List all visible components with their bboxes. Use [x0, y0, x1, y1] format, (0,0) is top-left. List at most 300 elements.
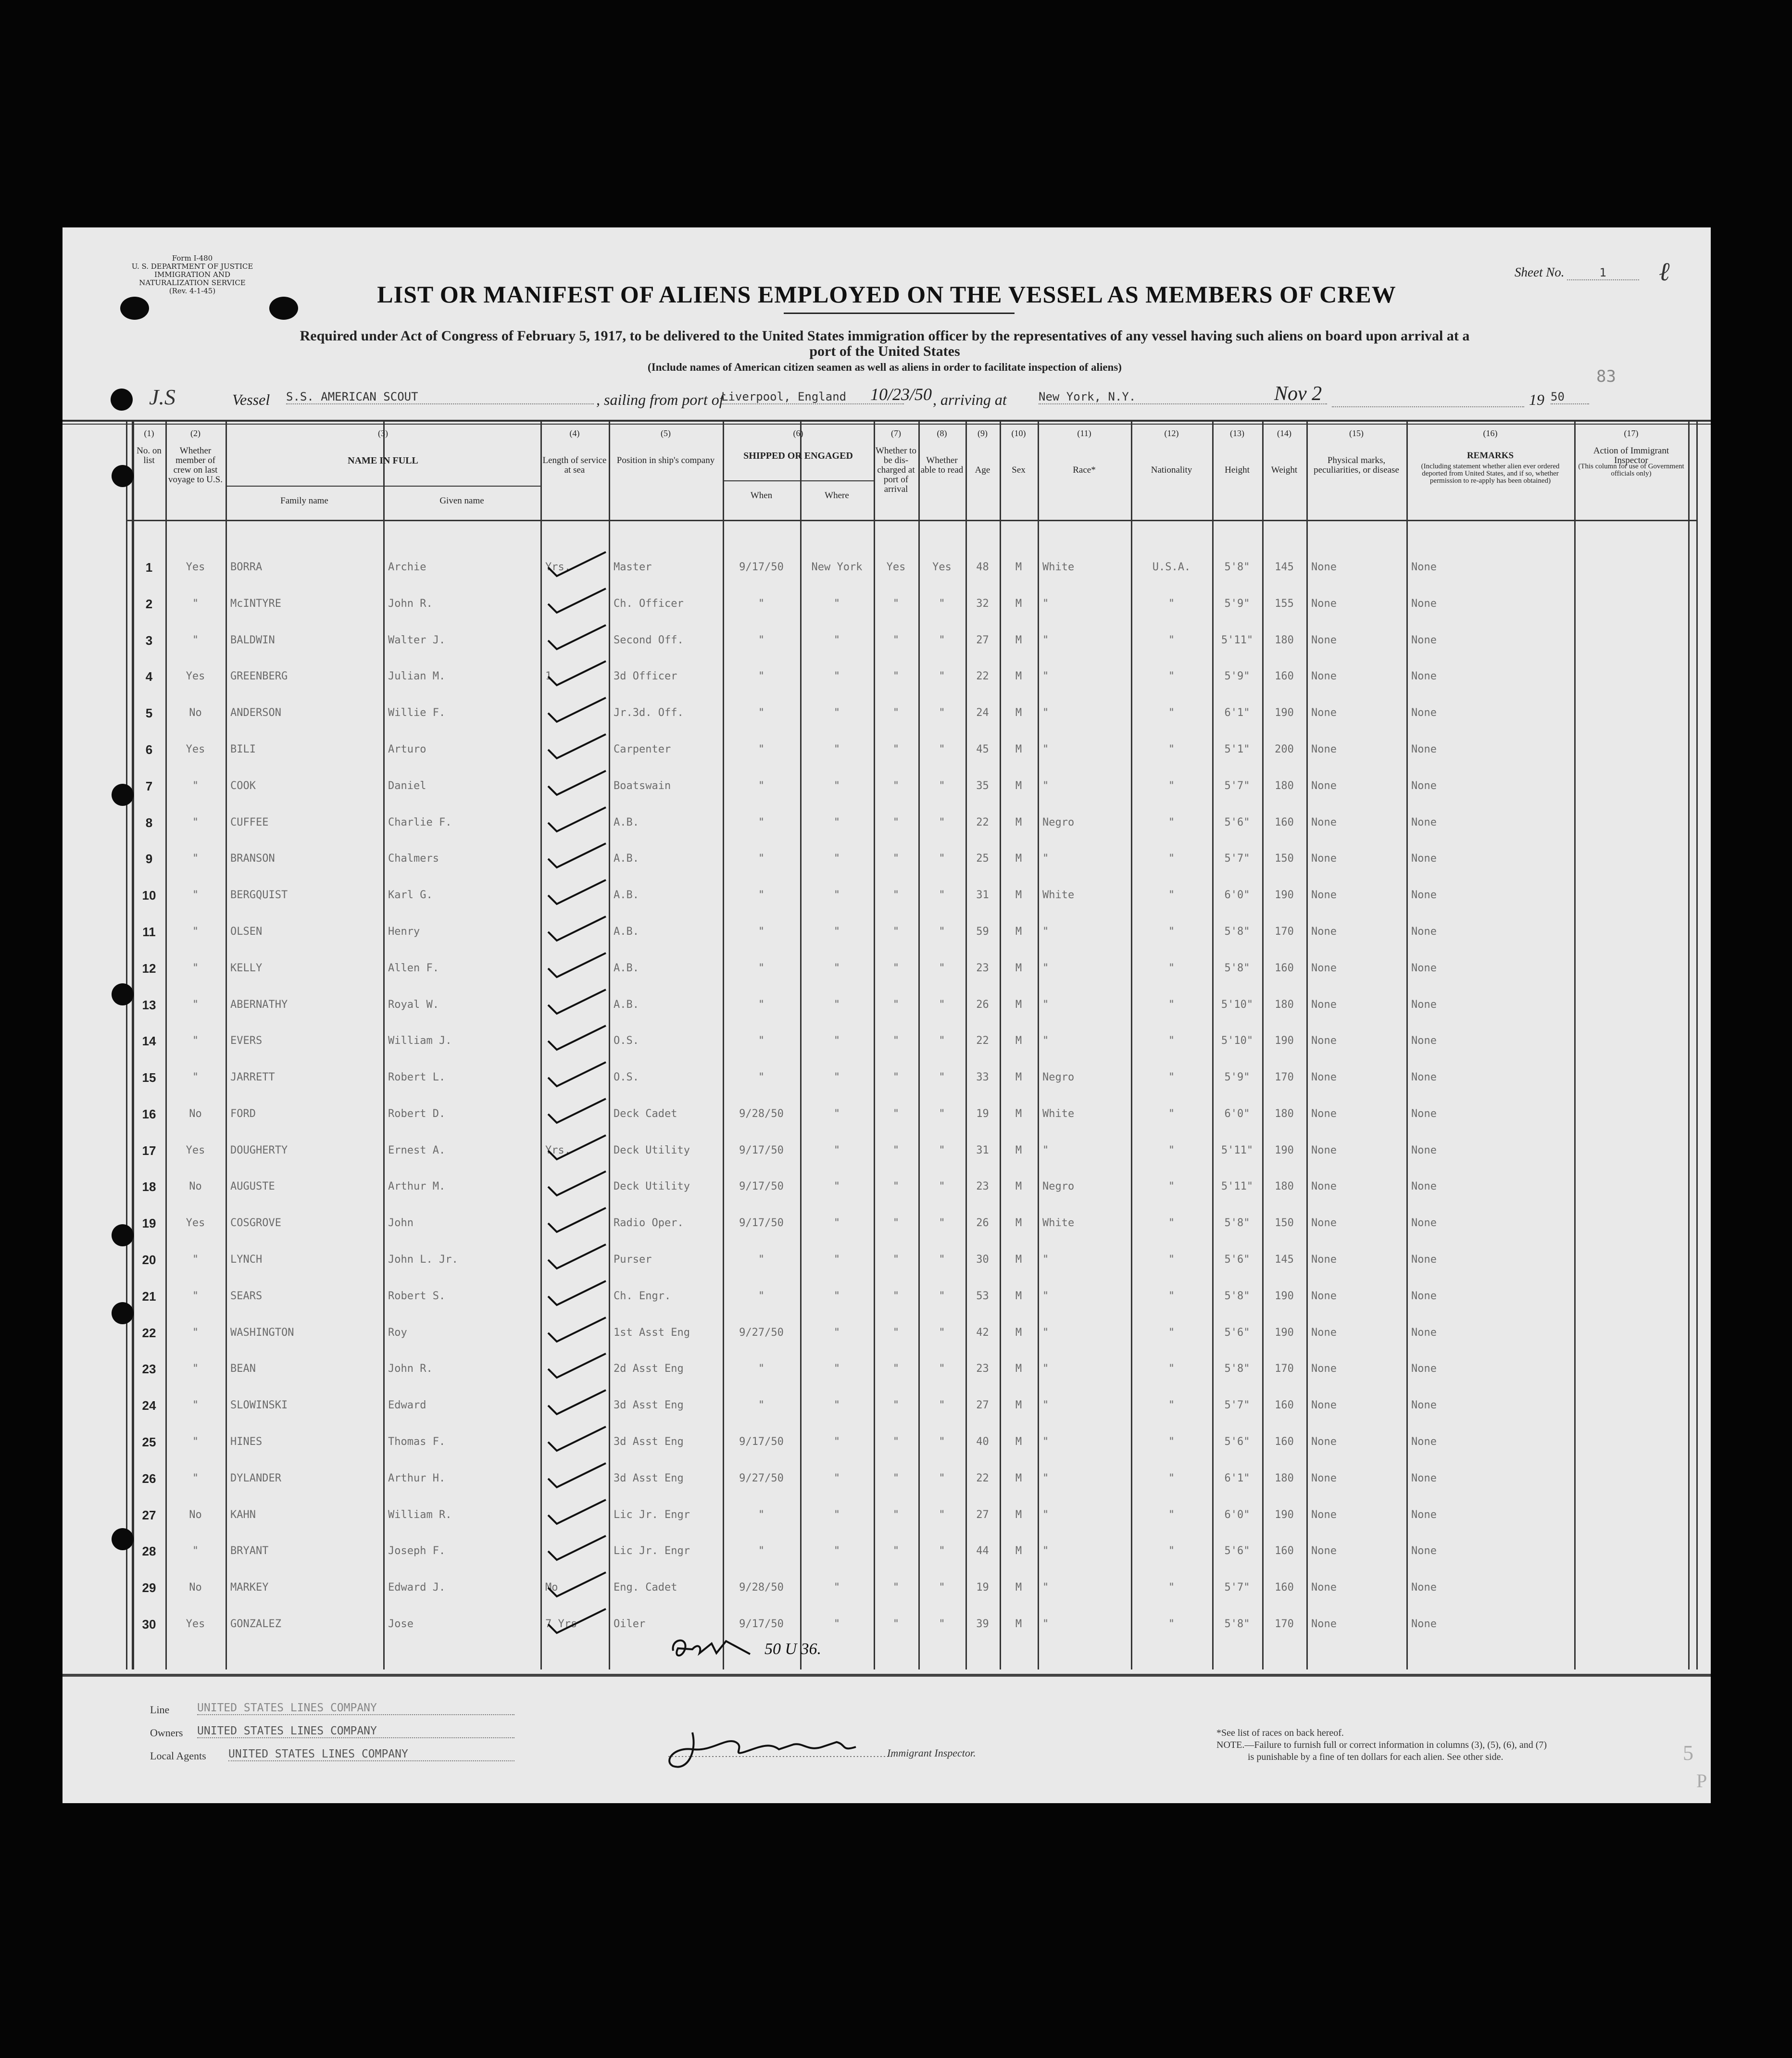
cell-when: 9/27/50 — [739, 1472, 784, 1484]
check-mark-icon — [543, 1569, 620, 1602]
cell-sex: M — [1015, 1472, 1022, 1484]
cell-marks: None — [1311, 999, 1337, 1011]
cell-last: Yes — [186, 1144, 205, 1156]
cell-sex: M — [1015, 926, 1022, 938]
cell-age: 39 — [976, 1618, 989, 1630]
subtitle-note: (Include names of American citizen seamen as well as aliens in order to facilitate inspection of aliens) — [648, 361, 1122, 373]
voyage-handwritten-mark: J.S — [149, 385, 175, 409]
column-header-detail: (Including statement whether alien ever ordered deported from United States, and if so, whether permission to re-apply has been obtained) — [1421, 463, 1560, 485]
cell-where: " — [833, 889, 840, 901]
row-number: 5 — [145, 706, 153, 720]
cell-where: " — [833, 853, 840, 865]
cell-sex: M — [1015, 780, 1022, 792]
cell-marks: None — [1311, 1472, 1337, 1484]
inspector-label: Immigrant Inspector. — [887, 1747, 976, 1759]
cell-disch: " — [892, 816, 900, 828]
cell-weight: 190 — [1275, 707, 1294, 719]
cell-position: 3d Asst Eng — [614, 1436, 684, 1448]
cell-weight: 145 — [1275, 1254, 1294, 1266]
cell-race: " — [1042, 670, 1049, 682]
cell-nat: " — [1168, 962, 1175, 974]
cell-read: " — [939, 1071, 945, 1083]
cell-nat: " — [1168, 1581, 1175, 1594]
cell-service: Yrs. — [545, 561, 571, 573]
cell-read: " — [939, 780, 945, 792]
cell-position: Master — [614, 561, 652, 573]
cell-race: " — [1042, 1035, 1049, 1047]
cell-weight: 170 — [1275, 1071, 1294, 1083]
cell-marks: None — [1311, 1290, 1337, 1302]
cell-remarks: None — [1411, 1108, 1437, 1120]
title-underline — [784, 313, 1015, 314]
column-number: (5) — [661, 428, 671, 438]
name-subheader-rule — [226, 486, 540, 487]
cell-marks: None — [1311, 1509, 1337, 1521]
cell-age: 19 — [976, 1108, 989, 1120]
cell-age: 19 — [976, 1581, 989, 1594]
column-number: (9) — [977, 428, 988, 438]
cell-remarks: None — [1411, 1363, 1437, 1375]
cell-height: 5'11" — [1221, 1180, 1253, 1192]
column-number: (6) — [793, 428, 803, 438]
cell-nat: " — [1168, 1108, 1175, 1120]
punch-hole — [112, 983, 134, 1005]
column-header: Whether to be dis-charged at port of arrival — [876, 446, 916, 494]
cell-when: " — [758, 780, 765, 792]
cell-read: " — [939, 1217, 945, 1229]
cell-read: " — [939, 1581, 945, 1594]
subtitle-line-2: port of the United States — [809, 343, 960, 359]
cell-sex: M — [1015, 598, 1022, 610]
cell-remarks: None — [1411, 707, 1437, 719]
cell-family: GREENBERG — [230, 670, 288, 682]
cell-marks: None — [1311, 1363, 1337, 1375]
check-mark-icon — [543, 803, 620, 837]
cell-race: " — [1042, 780, 1049, 792]
column-rule — [1306, 420, 1308, 1669]
cell-nat: " — [1168, 1071, 1175, 1083]
column-rule — [126, 420, 127, 1669]
cell-height: 5'6" — [1224, 1327, 1250, 1339]
cell-disch: " — [892, 1363, 900, 1375]
cell-race: " — [1042, 1618, 1049, 1630]
cell-sex: M — [1015, 707, 1022, 719]
column-subheader: Where — [825, 490, 849, 501]
cell-height: 6'0" — [1224, 1509, 1250, 1521]
cell-family: BEAN — [230, 1363, 256, 1375]
cell-marks: None — [1311, 1618, 1337, 1630]
cell-race: " — [1042, 853, 1049, 865]
cell-when: 9/27/50 — [739, 1327, 784, 1339]
cell-sex: M — [1015, 1144, 1022, 1156]
cell-service: 7 Yrs — [545, 1618, 577, 1630]
cell-family: COOK — [230, 780, 256, 792]
cell-given: Arthur M. — [388, 1180, 446, 1192]
check-mark-icon — [543, 1605, 620, 1639]
check-mark-icon — [543, 548, 620, 582]
cell-remarks: None — [1411, 1581, 1437, 1594]
fine-note-line-2: is punishable by a fine of ten dollars for each alien. See other side. — [1248, 1752, 1504, 1762]
column-header: Weight — [1271, 465, 1298, 475]
cell-sex: M — [1015, 1327, 1022, 1339]
cell-age: 22 — [976, 670, 989, 682]
cell-nat: " — [1168, 1290, 1175, 1302]
cell-height: 5'9" — [1224, 598, 1250, 610]
cell-remarks: None — [1411, 853, 1437, 865]
cell-height: 5'8" — [1224, 1363, 1250, 1375]
cell-age: 23 — [976, 1180, 989, 1192]
cell-family: CUFFEE — [230, 816, 269, 828]
cell-height: 6'1" — [1224, 707, 1250, 719]
cell-position: A.B. — [614, 962, 639, 974]
check-mark-icon — [543, 949, 620, 983]
cell-sex: M — [1015, 1290, 1022, 1302]
cell-age: 22 — [976, 1035, 989, 1047]
cell-family: EVERS — [230, 1035, 263, 1047]
cell-remarks: None — [1411, 1545, 1437, 1557]
cell-race: " — [1042, 1545, 1049, 1557]
check-mark-icon — [543, 1386, 620, 1420]
column-header: NAME IN FULL — [348, 455, 418, 466]
cell-given: Joseph F. — [388, 1545, 446, 1557]
cell-weight: 160 — [1275, 962, 1294, 974]
column-header: Position in ship's company — [616, 455, 715, 465]
column-subheader: Family name — [280, 496, 328, 506]
cell-marks: None — [1311, 1327, 1337, 1339]
cell-disch: " — [892, 1581, 900, 1594]
agents-value: UNITED STATES LINES COMPANY — [228, 1748, 514, 1761]
cell-given: Arthur H. — [388, 1472, 446, 1484]
cell-where: " — [833, 1581, 840, 1594]
cell-when: 9/17/50 — [739, 1144, 784, 1156]
cell-weight: 160 — [1275, 816, 1294, 828]
column-rule — [226, 420, 227, 1669]
cell-disch: " — [892, 962, 900, 974]
cell-position: A.B. — [614, 999, 639, 1011]
cell-where: " — [833, 1144, 840, 1156]
column-header: Age — [975, 465, 990, 475]
cell-family: WASHINGTON — [230, 1327, 294, 1339]
cell-nat: " — [1168, 1254, 1175, 1266]
cell-last: " — [192, 962, 199, 974]
column-header: Nationality — [1151, 465, 1192, 475]
cell-where: " — [833, 926, 840, 938]
cell-family: BRYANT — [230, 1545, 269, 1557]
cell-read: " — [939, 598, 945, 610]
cell-age: 53 — [976, 1290, 989, 1302]
cell-when: " — [758, 999, 765, 1011]
cell-marks: None — [1311, 1581, 1337, 1594]
cell-position: Jr.3d. Off. — [614, 707, 684, 719]
cell-when: " — [758, 1071, 765, 1083]
cell-nat: " — [1168, 1180, 1175, 1192]
cell-position: A.B. — [614, 926, 639, 938]
handwritten-note: 50 U 36. — [764, 1640, 822, 1658]
cell-race: " — [1042, 598, 1049, 610]
cell-sex: M — [1015, 853, 1022, 865]
row-number: 10 — [142, 888, 156, 903]
cell-remarks: None — [1411, 962, 1437, 974]
cell-nat: " — [1168, 780, 1175, 792]
check-mark-icon — [543, 1532, 620, 1566]
header-bottom-rule — [126, 520, 1696, 521]
cell-where: " — [833, 634, 840, 646]
cell-given: Edward — [388, 1399, 426, 1411]
cell-age: 44 — [976, 1545, 989, 1557]
cell-age: 31 — [976, 1144, 989, 1156]
owners-label: Owners — [150, 1727, 183, 1739]
check-mark-icon — [543, 1496, 620, 1530]
cell-position: Second Off. — [614, 634, 684, 646]
cell-disch: " — [892, 1180, 900, 1192]
margin-mark-5: 5 — [1683, 1741, 1693, 1765]
cell-remarks: None — [1411, 889, 1437, 901]
cell-height: 5'7" — [1224, 853, 1250, 865]
cell-sex: M — [1015, 1581, 1022, 1594]
cell-read: " — [939, 1509, 945, 1521]
column-header: Sex — [1012, 465, 1026, 475]
cell-marks: None — [1311, 561, 1337, 573]
column-number: (3) — [378, 428, 388, 438]
cell-marks: None — [1311, 707, 1337, 719]
cell-nat: " — [1168, 926, 1175, 938]
check-mark-icon — [543, 986, 620, 1019]
cell-race: " — [1042, 743, 1049, 755]
cell-nat: " — [1168, 1436, 1175, 1448]
arrival-date-line — [1332, 406, 1524, 407]
cell-family: AUGUSTE — [230, 1180, 275, 1192]
service-name: IMMIGRATION AND NATURALIZATION SERVICE — [139, 270, 246, 287]
cell-position: A.B. — [614, 853, 639, 865]
cell-last: " — [192, 634, 199, 646]
row-number: 23 — [142, 1362, 156, 1376]
cell-when: " — [758, 1290, 765, 1302]
cell-given: Roy — [388, 1327, 407, 1339]
cell-where: " — [833, 1472, 840, 1484]
cell-weight: 155 — [1275, 598, 1294, 610]
cell-read: " — [939, 1290, 945, 1302]
cell-last: " — [192, 1436, 199, 1448]
race-note: *See list of races on back hereof. — [1216, 1728, 1344, 1738]
cell-height: 5'11" — [1221, 634, 1253, 646]
row-number: 25 — [142, 1435, 156, 1449]
cell-where: " — [833, 816, 840, 828]
cell-height: 6'0" — [1224, 889, 1250, 901]
cell-given: Archie — [388, 561, 426, 573]
cell-marks: None — [1311, 598, 1337, 610]
cell-age: 24 — [976, 707, 989, 719]
footer-divider — [63, 1674, 1711, 1677]
row-number: 6 — [145, 742, 153, 757]
cell-last: No — [189, 1581, 202, 1594]
cell-nat: " — [1168, 853, 1175, 865]
cell-remarks: None — [1411, 1144, 1437, 1156]
cell-position: Lic Jr. Engr — [614, 1545, 690, 1557]
cell-race: " — [1042, 1581, 1049, 1594]
cell-given: Ernest A. — [388, 1144, 446, 1156]
cell-when: " — [758, 1035, 765, 1047]
cell-weight: 160 — [1275, 670, 1294, 682]
cell-weight: 180 — [1275, 1180, 1294, 1192]
cell-weight: 160 — [1275, 1436, 1294, 1448]
cell-last: Yes — [186, 670, 205, 682]
cell-weight: 150 — [1275, 853, 1294, 865]
cell-nat: " — [1168, 1618, 1175, 1630]
margin-check-mark: ℓ — [1659, 256, 1670, 287]
cell-last: Yes — [186, 561, 205, 573]
cell-age: 48 — [976, 561, 989, 573]
cell-where: " — [833, 962, 840, 974]
cell-where: " — [833, 1108, 840, 1120]
cell-family: BILI — [230, 743, 256, 755]
form-number: Form I-480 — [172, 254, 213, 263]
check-mark-icon — [543, 1423, 620, 1456]
cell-marks: None — [1311, 1436, 1337, 1448]
cell-disch: " — [892, 1399, 900, 1411]
cell-read: " — [939, 1399, 945, 1411]
cell-where: " — [833, 780, 840, 792]
cell-given: Robert L. — [388, 1071, 446, 1083]
sailing-label: , sailing from port of — [596, 391, 724, 408]
cell-family: SEARS — [230, 1290, 263, 1302]
cell-remarks: None — [1411, 743, 1437, 755]
year-prefix: 19 — [1529, 391, 1544, 408]
cell-sex: M — [1015, 1618, 1022, 1630]
column-number: (1) — [144, 428, 154, 438]
cell-remarks: None — [1411, 1399, 1437, 1411]
margin-mark-p: P — [1696, 1770, 1707, 1792]
cell-weight: 190 — [1275, 889, 1294, 901]
cell-disch: " — [892, 780, 900, 792]
cell-remarks: None — [1411, 598, 1437, 610]
cell-when: " — [758, 707, 765, 719]
cell-age: 27 — [976, 1509, 989, 1521]
column-header: Whether member of crew on last voyage to U.S. — [168, 446, 223, 485]
cell-weight: 160 — [1275, 1399, 1294, 1411]
department-name: U. S. DEPARTMENT OF JUSTICE — [131, 262, 253, 271]
cell-age: 32 — [976, 598, 989, 610]
cell-sex: M — [1015, 1071, 1022, 1083]
cell-given: Allen F. — [388, 962, 439, 974]
cell-position: Lic Jr. Engr — [614, 1509, 690, 1521]
cell-height: 5'8" — [1224, 561, 1250, 573]
cell-remarks: None — [1411, 1290, 1437, 1302]
cell-sex: M — [1015, 1509, 1022, 1521]
cell-nat: " — [1168, 1217, 1175, 1229]
check-mark-icon — [543, 913, 620, 946]
cell-remarks: None — [1411, 1327, 1437, 1339]
cell-remarks: None — [1411, 816, 1437, 828]
cell-family: McINTYRE — [230, 598, 281, 610]
cell-remarks: None — [1411, 1618, 1437, 1630]
column-header: Whether able to read — [920, 455, 964, 475]
arrival-port: New York, N.Y. — [1039, 390, 1327, 404]
cell-when: " — [758, 670, 765, 682]
cell-given: William J. — [388, 1035, 452, 1047]
table-top-rule — [63, 420, 1711, 422]
punch-hole — [120, 297, 149, 320]
cell-when: 9/28/50 — [739, 1108, 784, 1120]
cell-remarks: None — [1411, 780, 1437, 792]
cell-height: 6'0" — [1224, 1108, 1250, 1120]
cell-weight: 180 — [1275, 780, 1294, 792]
column-number: (15) — [1349, 428, 1364, 438]
column-rule — [1038, 420, 1039, 1669]
row-number: 8 — [145, 816, 153, 830]
cell-family: MARKEY — [230, 1581, 269, 1594]
cell-when: 9/17/50 — [739, 1217, 784, 1229]
row-number: 20 — [142, 1253, 156, 1267]
cell-given: Julian M. — [388, 670, 446, 682]
crew-table — [63, 421, 1711, 1672]
column-subheader: When — [750, 490, 773, 501]
cell-sex: M — [1015, 1035, 1022, 1047]
cell-nat: " — [1168, 1545, 1175, 1557]
cell-when: 9/17/50 — [739, 1436, 784, 1448]
cell-when: " — [758, 743, 765, 755]
cell-height: 5'1" — [1224, 743, 1250, 755]
column-number: (8) — [937, 428, 947, 438]
column-header: Action of Immigrant Inspector — [1593, 446, 1669, 465]
cell-remarks: None — [1411, 670, 1437, 682]
cell-where: New York — [811, 561, 863, 573]
cell-sex: M — [1015, 999, 1022, 1011]
cell-position: Ch. Officer — [614, 598, 684, 610]
cell-read: " — [939, 1254, 945, 1266]
cell-disch: " — [892, 1035, 900, 1047]
punch-hole — [269, 297, 298, 320]
cell-family: BERGQUIST — [230, 889, 288, 901]
table-top-rule-2 — [63, 424, 1711, 425]
cell-remarks: None — [1411, 1509, 1437, 1521]
cell-age: 27 — [976, 1399, 989, 1411]
cell-nat: " — [1168, 1472, 1175, 1484]
cell-last: " — [192, 889, 199, 901]
cell-where: " — [833, 1071, 840, 1083]
cell-remarks: None — [1411, 1436, 1437, 1448]
cell-marks: None — [1311, 1545, 1337, 1557]
check-mark-icon — [543, 657, 620, 691]
cell-marks: None — [1311, 1254, 1337, 1266]
cell-marks: None — [1311, 1399, 1337, 1411]
cell-age: 23 — [976, 1363, 989, 1375]
cell-position: Oiler — [614, 1618, 646, 1630]
row-number: 1 — [145, 560, 153, 575]
cell-marks: None — [1311, 1071, 1337, 1083]
cell-where: " — [833, 670, 840, 682]
cell-age: 22 — [976, 816, 989, 828]
cell-read: " — [939, 634, 945, 646]
check-mark-icon — [543, 876, 620, 910]
cell-race: " — [1042, 1472, 1049, 1484]
cell-age: 27 — [976, 634, 989, 646]
cell-position: 1st Asst Eng — [614, 1327, 690, 1339]
cell-read: " — [939, 926, 945, 938]
cell-marks: None — [1311, 816, 1337, 828]
cell-marks: None — [1311, 889, 1337, 901]
punch-hole — [112, 784, 134, 806]
cell-given: Walter J. — [388, 634, 446, 646]
cell-position: O.S. — [614, 1035, 639, 1047]
cell-when: " — [758, 1509, 765, 1521]
cell-sex: M — [1015, 1217, 1022, 1229]
cell-read: Yes — [932, 561, 952, 573]
cell-where: " — [833, 1399, 840, 1411]
cell-remarks: None — [1411, 926, 1437, 938]
check-mark-icon — [543, 1095, 620, 1129]
check-mark-icon — [543, 767, 620, 801]
cell-race: " — [1042, 1144, 1049, 1156]
